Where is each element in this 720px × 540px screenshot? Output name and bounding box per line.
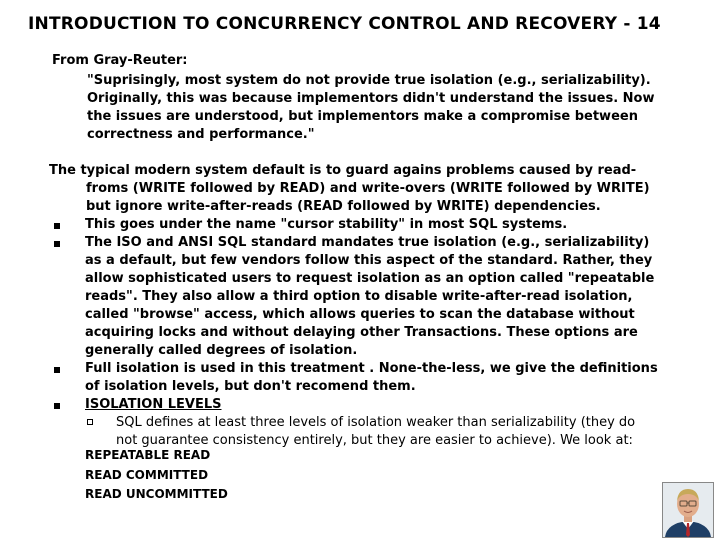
isolation-levels-list (85, 446, 228, 505)
quote-line: "Suprisingly, most system do not provide true isolation (e.g., serializability). (87, 73, 651, 88)
bullet-line: This goes under the name "cursor stability" in most SQL systems. (85, 217, 568, 232)
bullet-item (52, 234, 712, 360)
square-bullet-icon (54, 241, 60, 247)
bullet-line: The ISO and ANSI SQL standard mandates true isolation (e.g., serializability) (85, 235, 650, 250)
bullet-line: called "browse" access, which allows queries to scan the database without (85, 307, 635, 322)
intro-line: but ignore write-after-reads (READ followed by WRITE) dependencies. (86, 199, 601, 214)
square-bullet-icon (54, 367, 60, 373)
bullet-item (52, 396, 712, 414)
quote-line: the issues are understood, but implementors make a compromise between (87, 109, 638, 124)
bullet-line: allow sophisticated users to request isolation as an option called "repeatable (85, 271, 655, 286)
intro-paragraph (49, 162, 650, 216)
person-portrait-icon (663, 483, 713, 537)
sub-bullet-line: not guarantee consistency entirely, but they are easier to achieve). We look at: (116, 433, 633, 448)
isolation-level: REPEATABLE READ (85, 448, 211, 462)
bullet-list (52, 216, 712, 414)
bullet-line: generally called degrees of isolation. (85, 343, 358, 358)
bullet-item (52, 216, 712, 234)
quote-line: Originally, this was because implementors didn't understand the issues. Now (87, 91, 655, 106)
square-bullet-icon (54, 403, 60, 409)
sub-bullet (84, 414, 635, 450)
sub-bullet-line: SQL defines at least three levels of isolation weaker than serializability (they do (116, 415, 636, 430)
author-portrait (662, 482, 714, 538)
isolation-level: READ COMMITTED (85, 467, 209, 482)
isolation-levels-heading: ISOLATION LEVELS (85, 397, 222, 412)
slide-title: INTRODUCTION TO CONCURRENCY CONTROL AND RECOVERY - 14 (28, 14, 661, 34)
intro-line: froms (WRITE followed by READ) and write-overs (WRITE followed by WRITE) (86, 181, 650, 196)
bullet-line: reads". They also allow a third option to disable write-after-read isolation, (85, 289, 633, 304)
quote-line: correctness and performance." (87, 127, 315, 142)
isolation-level: READ UNCOMMITTED (85, 487, 228, 501)
bullet-line: acquiring locks and without delaying other Transactions. These options are (85, 325, 638, 340)
bullet-item (52, 360, 712, 396)
bullet-line: as a default, but few vendors follow this aspect of the standard. Rather, they (85, 253, 653, 268)
hollow-square-bullet-icon (87, 419, 93, 425)
intro-line: The typical modern system default is to guard agains problems caused by read- (49, 163, 637, 178)
bullet-line: Full isolation is used in this treatment . None-the-less, we give the definitions (85, 361, 658, 376)
quote-attribution: From Gray-Reuter: (52, 53, 188, 68)
square-bullet-icon (54, 223, 60, 229)
bullet-line: of isolation levels, but don't recomend them. (85, 379, 416, 394)
quote-block (87, 72, 654, 144)
